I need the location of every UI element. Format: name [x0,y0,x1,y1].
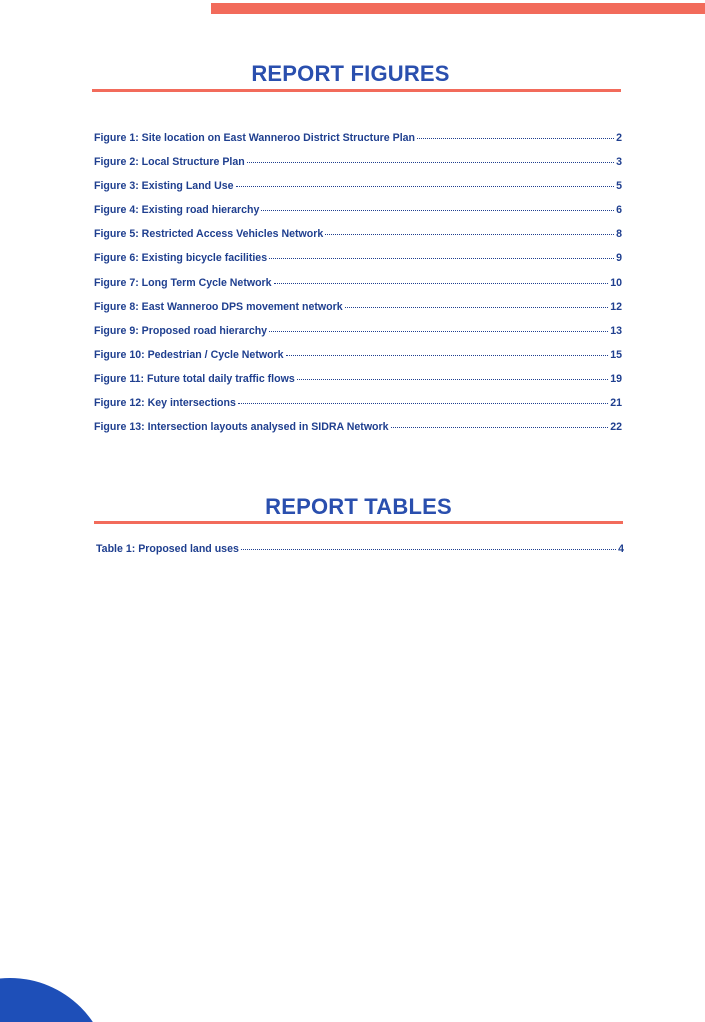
figure-entry-label: Figure 6: Existing bicycle facilities [94,252,268,265]
figure-entry-label: Figure 5: Restricted Access Vehicles Network [94,228,324,241]
figure-entry-3[interactable] [94,180,622,204]
figure-entry-label: Figure 7: Long Term Cycle Network [94,276,272,289]
figure-entry-label: Figure 4: Existing road hierarchy [94,204,260,217]
leader-dots [417,137,614,139]
leader-dots [269,330,608,332]
figure-entry-page: 5 [616,180,622,193]
figure-entry-11[interactable] [94,373,622,397]
leader-dots [269,257,614,259]
figure-entry-label: Figure 8: East Wanneroo DPS movement network [94,300,343,313]
figure-entry-6[interactable] [94,252,622,276]
figure-entry-10[interactable] [94,349,622,373]
figure-entry-label: Figure 2: Local Structure Plan [94,156,245,169]
figure-entry-label: Figure 12: Key intersections [94,397,236,410]
figure-entry-2[interactable] [94,156,622,180]
figure-entry-page: 21 [610,397,622,410]
leader-dots [274,282,609,284]
leader-dots [391,426,609,428]
figures-title-underline [92,89,621,92]
figure-entry-label: Figure 10: Pedestrian / Cycle Network [94,348,284,361]
figure-entry-page: 12 [610,300,622,313]
figure-entry-page: 9 [616,252,622,265]
tables-title-underline [94,521,623,524]
tables-list [96,543,624,567]
figure-entry-label: Figure 13: Intersection layouts analysed in SIDRA Network [94,421,389,434]
figure-entry-page: 6 [616,204,622,217]
figures-list [94,132,622,445]
figure-entry-12[interactable] [94,397,622,421]
figure-entry-5[interactable] [94,228,622,252]
leader-dots [345,306,609,308]
figure-entry-page: 3 [616,156,622,169]
leader-dots [238,402,608,404]
figure-entry-page: 22 [610,421,622,434]
leader-dots [247,161,614,163]
leader-dots [286,354,609,356]
leader-dots [236,185,614,187]
leader-dots [297,378,608,380]
leader-dots [241,548,616,550]
top-accent-bar [211,3,705,14]
figure-entry-8[interactable] [94,301,622,325]
corner-decoration-arc [0,978,110,1022]
figure-entry-page: 19 [610,372,622,385]
figure-entry-page: 8 [616,228,622,241]
figure-entry-page: 13 [610,324,622,337]
figure-entry-13[interactable] [94,421,622,445]
figure-entry-1[interactable] [94,132,622,156]
leader-dots [261,209,614,211]
figure-entry-label: Figure 1: Site location on East Wanneroo District Structure Plan [94,132,415,144]
table-entry-label: Table 1: Proposed land uses [96,543,239,555]
figure-entry-label: Figure 9: Proposed road hierarchy [94,324,268,337]
table-entry-page: 4 [618,543,624,555]
figure-entry-4[interactable] [94,204,622,228]
figure-entry-page: 15 [610,348,622,361]
table-entry-1[interactable] [96,543,624,567]
figure-entry-label: Figure 11: Future total daily traffic flows [94,372,295,385]
figure-entry-page: 10 [610,276,622,289]
figures-section-title: REPORT FIGURES [251,61,450,86]
figure-entry-9[interactable] [94,325,622,349]
leader-dots [325,233,614,235]
figure-entry-label: Figure 3: Existing Land Use [94,180,234,193]
tables-section-title: REPORT TABLES [265,494,452,519]
figure-entry-7[interactable] [94,277,622,301]
figure-entry-page: 2 [616,132,622,144]
